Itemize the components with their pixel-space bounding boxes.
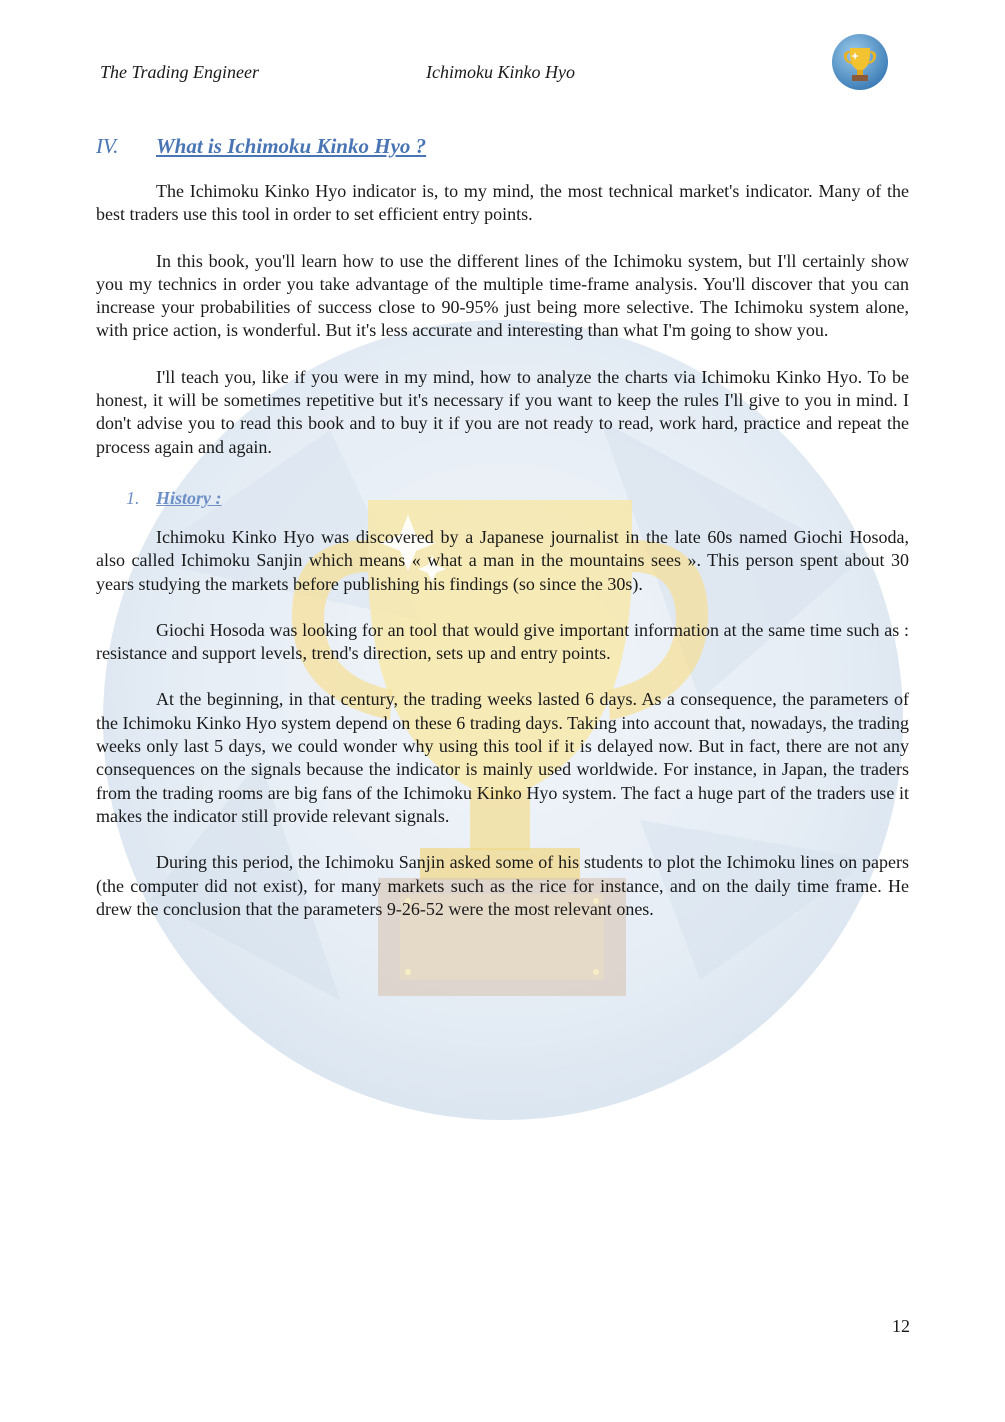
- intro-paragraph-2: In this book, you'll learn how to use the different lines of the Ichimoku system, but I'll certainly show you my technics in order you take advantage of the multiple time-frame analysis. You'll discover that you can increase your probabilities of success close to 90-95% just being more selective. The Ichimoku system alone, with price action, is wonderful. But it's less accurate and interesting than what I'm going to show you.: [96, 250, 909, 341]
- header-chapter-title: Ichimoku Kinko Hyo: [426, 62, 575, 82]
- trophy-icon: [830, 32, 890, 92]
- history-paragraph-4: During this period, the Ichimoku Sanjin asked some of his students to plot the Ichimoku lines on papers (the computer did not exist), for many markets such as the rice for instance, and on the daily time frame. He drew the conclusion that the parameters 9-26-52 were the most relevant ones.: [96, 852, 909, 919]
- intro-paragraph-3: I'll teach you, like if you were in my mind, how to analyze the charts via Ichimoku Kinko Hyo. To be honest, it will be sometimes repetitive but it's necessary if you want to keep the rules I'll give to you in mind. I don't advise you to read this book and to buy it if you are not ready to read, work hard, practice and repeat the process again and again.: [96, 366, 909, 457]
- page-content: [96, 128, 909, 944]
- intro-paragraph-1: The Ichimoku Kinko Hyo indicator is, to my mind, the most technical market's indicator. Many of the best traders use this tool in order to set efficient entry points.: [96, 181, 909, 225]
- history-paragraph-2: Giochi Hosoda was looking for an tool that would give important information at the same time such as : resistance and support levels, trend's direction, sets up and entry points.: [96, 619, 909, 664]
- subsection-heading: [126, 482, 909, 514]
- history-paragraph-3: At the beginning, in that century, the trading weeks lasted 6 days. As a consequence, the parameters of the Ichimoku Kinko Hyo system depend on these 6 trading days. Taking into account that, nowadays, the trading weeks only last 5 days, we could wonder why using this tool if it is delayed now. But in fact, there are not any consequences on the signals because the indicator is mainly used worldwide. For instance, in Japan, the traders from the trading rooms are big fans of the Ichimoku Kinko Hyo system. The fact a huge part of the traders use it makes the indicator still provide relevant signals.: [96, 689, 909, 826]
- section-number: IV.: [96, 134, 119, 158]
- subsection-title: History :: [156, 487, 222, 508]
- page-number: 12: [892, 1316, 910, 1336]
- subsection-number: 1.: [126, 487, 140, 508]
- history-paragraph-1: Ichimoku Kinko Hyo was discovered by a Japanese journalist in the late 60s named Giochi Hosoda, also called Ichimoku Sanjin which means « what a man in the mountains sees ». This person spent about 30 years studying the markets before publishing his findings (so since the 30s).: [96, 526, 909, 594]
- section-title: What is Ichimoku Kinko Hyo ?: [156, 134, 427, 158]
- page-header: [100, 58, 900, 88]
- section-heading: [96, 128, 909, 164]
- header-book-title: The Trading Engineer: [100, 62, 260, 82]
